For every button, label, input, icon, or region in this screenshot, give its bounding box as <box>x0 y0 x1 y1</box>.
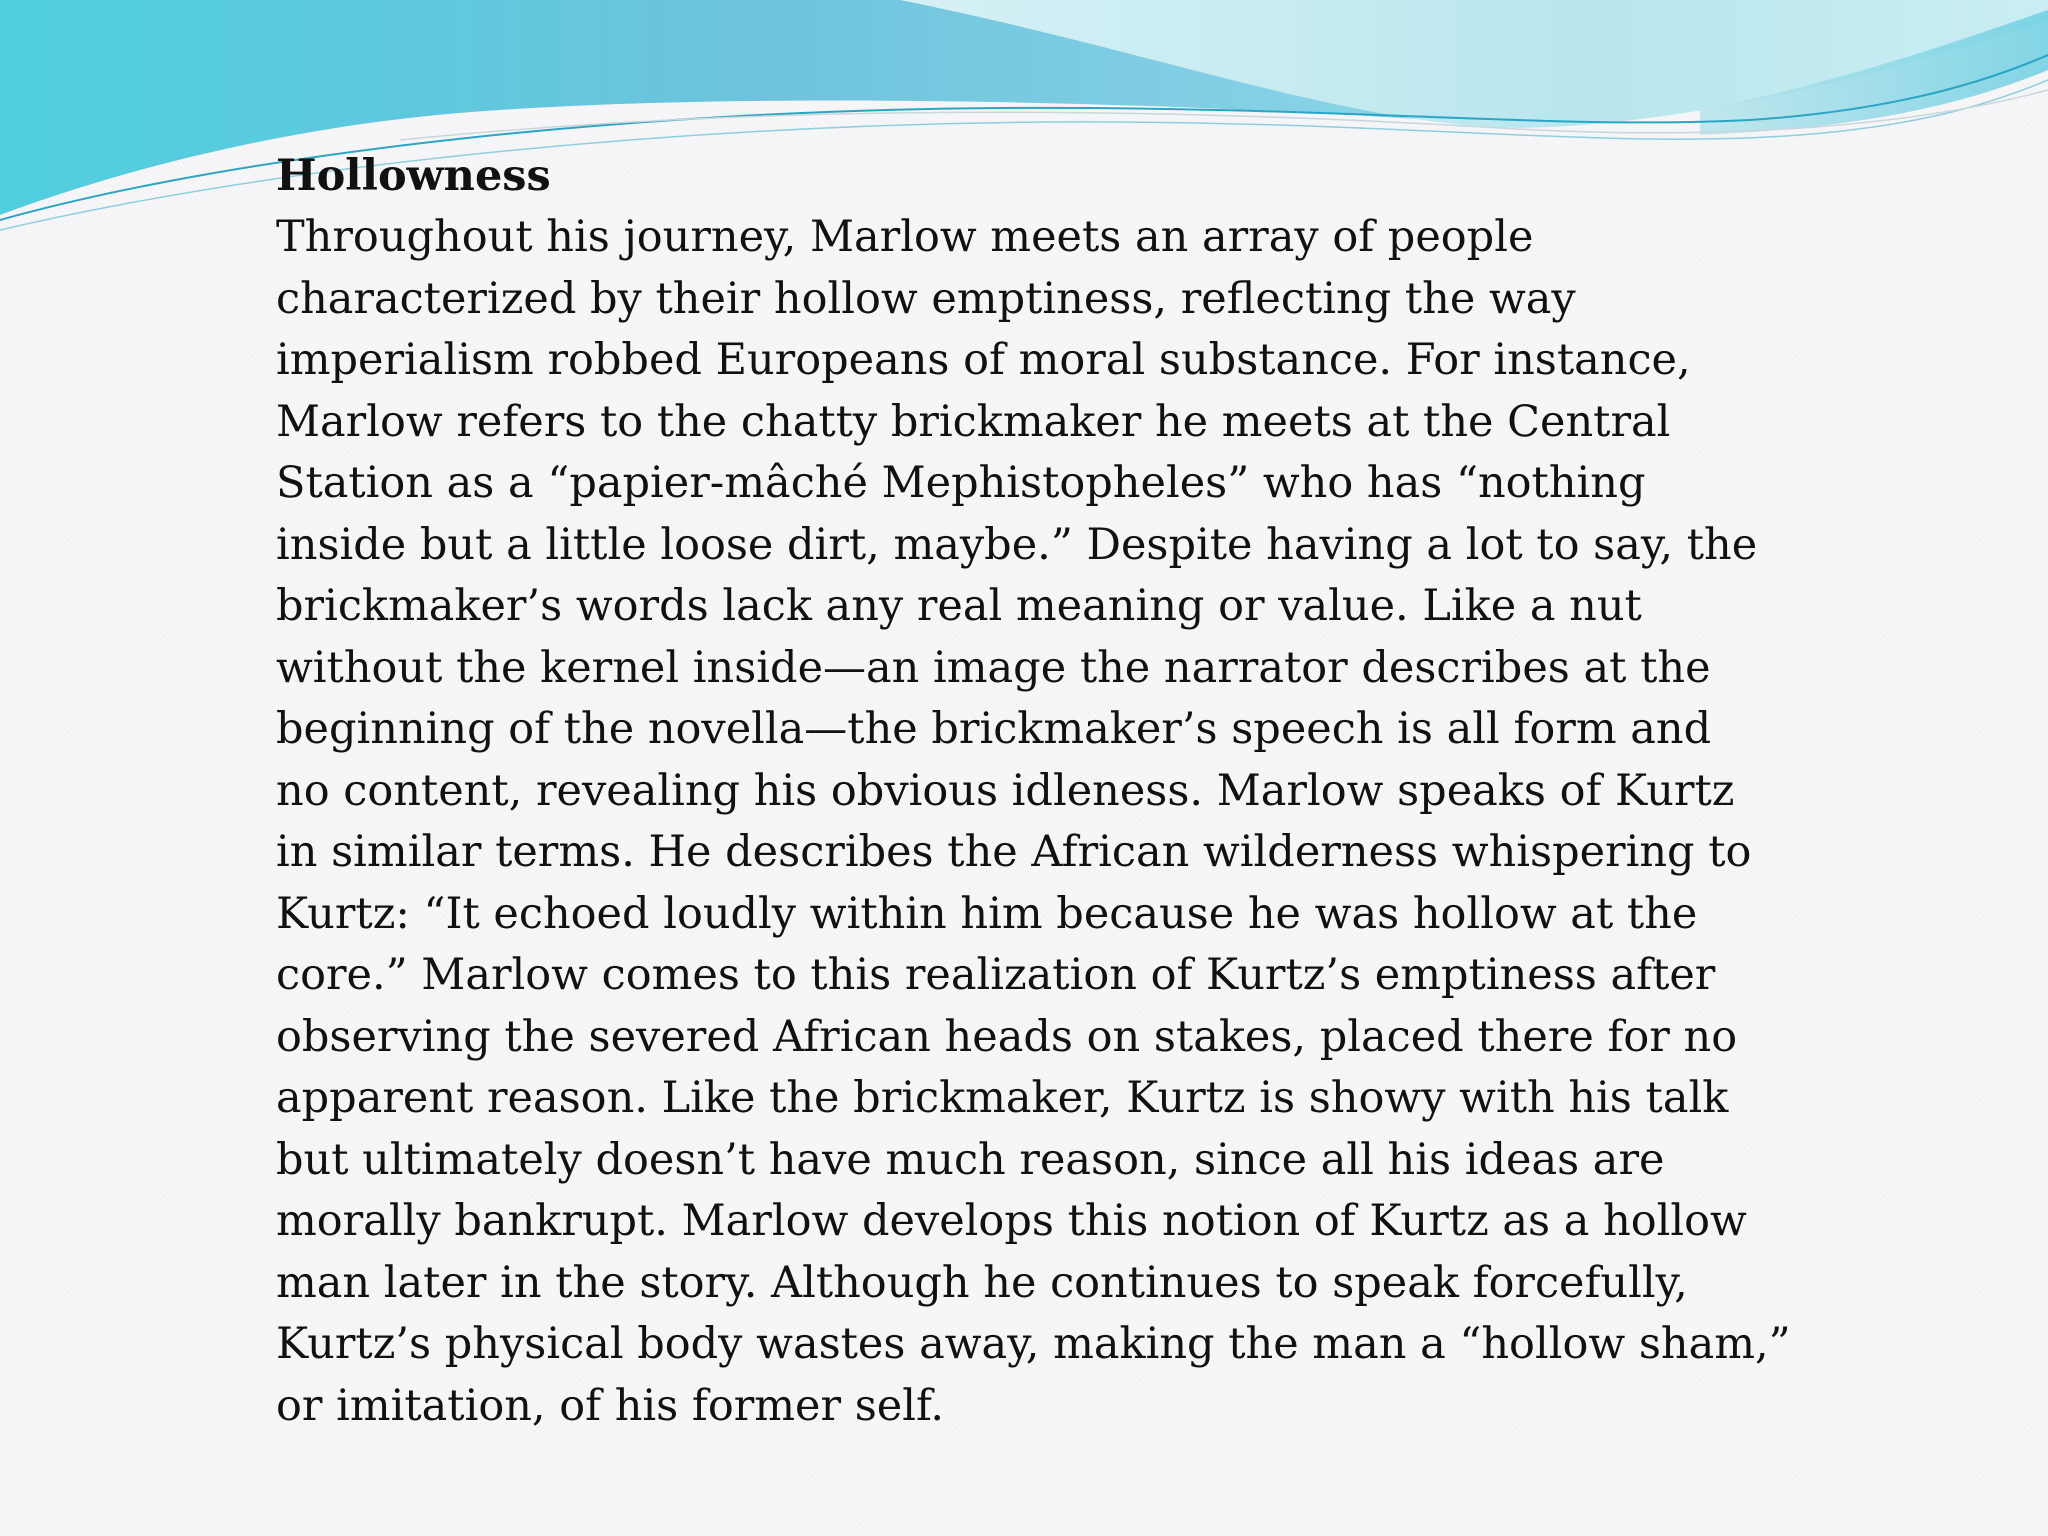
body-line: core.” Marlow comes to this realization of Kurtz’s emptiness after <box>276 950 1716 1000</box>
body-line: Station as a “papier-mâché Mephistopheles” who has “nothing <box>276 458 1646 508</box>
body-line: but ultimately doesn’t have much reason, since all his ideas are <box>276 1134 1665 1185</box>
slide-body <box>276 207 1791 1437</box>
body-line: apparent reason. Like the brickmaker, Kurtz is showy with his talk <box>276 1073 1729 1123</box>
slide-content <box>276 146 1791 1437</box>
body-line: imperialism robbed Europeans of moral substance. For instance, <box>276 335 1691 385</box>
body-line: man later in the story. Although he continues to speak forcefully, <box>276 1257 1688 1308</box>
body-line: Kurtz: “It echoed loudly within him because he was hollow at the <box>276 888 1698 939</box>
body-line: in similar terms. He describes the African wilderness whispering to <box>276 827 1752 877</box>
body-line: Throughout his journey, Marlow meets an array of people <box>276 212 1534 262</box>
body-line: no content, revealing his obvious idleness. Marlow speaks of Kurtz <box>276 765 1735 816</box>
body-line: or imitation, of his former self. <box>276 1380 945 1431</box>
body-line: Marlow refers to the chatty brickmaker he meets at the Central <box>276 396 1671 447</box>
body-line: characterized by their hollow emptiness, reflecting the way <box>276 273 1576 324</box>
body-line: inside but a little loose dirt, maybe.” Despite having a lot to say, the <box>276 519 1758 570</box>
body-line: beginning of the novella—the brickmaker’s speech is all form and <box>276 704 1712 754</box>
body-line: observing the severed African heads on stakes, placed there for no <box>276 1011 1738 1062</box>
body-line: morally bankrupt. Marlow develops this notion of Kurtz as a hollow <box>276 1196 1747 1246</box>
body-line: without the kernel inside—an image the narrator describes at the <box>276 642 1711 693</box>
slide-title: Hollowness <box>276 151 551 201</box>
body-line: Kurtz’s physical body wastes away, making the man a “hollow sham,” <box>276 1319 1791 1369</box>
body-line: brickmaker’s words lack any real meaning or value. Like a nut <box>276 581 1642 631</box>
